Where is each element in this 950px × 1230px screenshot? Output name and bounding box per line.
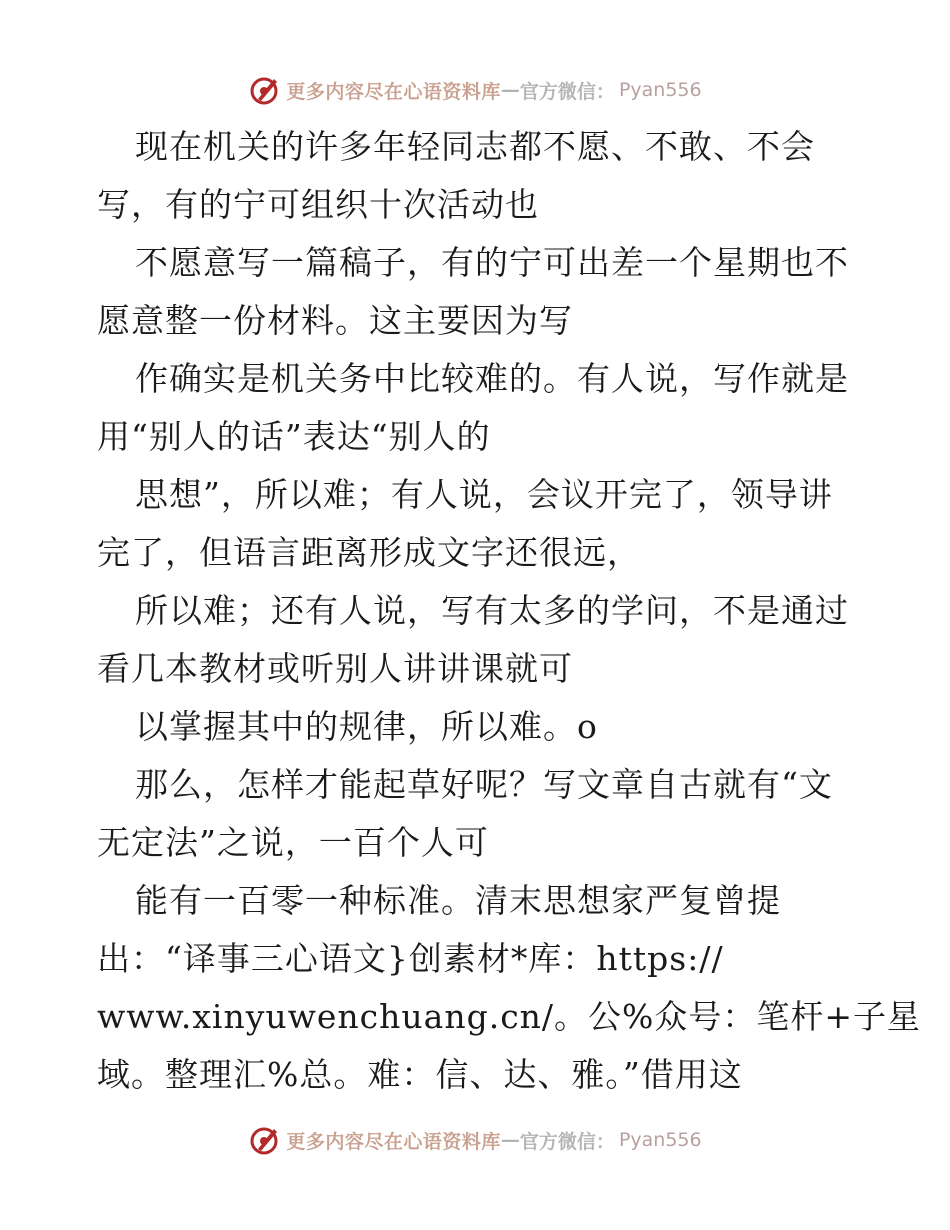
text-line: 思想”，所以难；有人说，会议开完了，领导讲 — [135, 475, 833, 514]
banner-main-text: 更多内容尽在心语资料库 — [286, 80, 501, 103]
text-line: 现在机关的许多年轻同志都不愿、不敢、不会 — [135, 127, 815, 166]
text-line: 所以难；还有人说，写有太多的学问，不是通过 — [135, 591, 849, 630]
banner-wechat-label: 官方微信： — [519, 1130, 615, 1153]
text-line: 看几本教材或听别人讲讲课就可 — [97, 649, 573, 688]
text-line: 能有一百零一种标准。清末思想家严复曾提 — [135, 881, 781, 920]
text-line: 不愿意写一篇稿子，有的宁可出差一个星期也不 — [135, 243, 849, 282]
quill-logo-icon — [248, 73, 282, 107]
banner-main-text: 更多内容尽在心语资料库 — [286, 1130, 501, 1153]
banner-handle: Pyan556 — [618, 1129, 702, 1151]
document-body — [97, 118, 922, 1104]
banner-dash: — — [500, 1129, 520, 1151]
text-line: 作确实是机关务中比较难的。有人说，写作就是 — [135, 359, 849, 398]
text-line: www.xinyuwenchuang.cn/。公%众号：笔杆+子星 — [97, 997, 922, 1036]
quill-logo-icon — [248, 1123, 282, 1157]
text-line: 域。整理汇%总。难：信、达、雅。”借用这 — [97, 1055, 743, 1094]
text-line: 那么，怎样才能起草好呢？写文章自古就有“文 — [135, 765, 833, 804]
text-line: 完了，但语言距离形成文字还很远， — [97, 533, 641, 572]
text-line: 出：“译事三心语文}创素材*库：https:// — [97, 939, 724, 978]
banner-handle: Pyan556 — [618, 79, 702, 101]
header-banner — [0, 70, 950, 110]
banner-dash: — — [500, 79, 520, 101]
text-line: 用“别人的话”表达“别人的 — [97, 417, 491, 456]
footer-banner — [0, 1120, 950, 1160]
text-line: 无定法”之说，一百个人可 — [97, 823, 489, 862]
banner-wechat-label: 官方微信： — [519, 80, 615, 103]
text-line: 以掌握其中的规律，所以难。o — [135, 707, 598, 746]
text-line: 写，有的宁可组织十次活动也 — [97, 185, 539, 224]
text-line: 愿意整一份材料。这主要因为写 — [97, 301, 573, 340]
